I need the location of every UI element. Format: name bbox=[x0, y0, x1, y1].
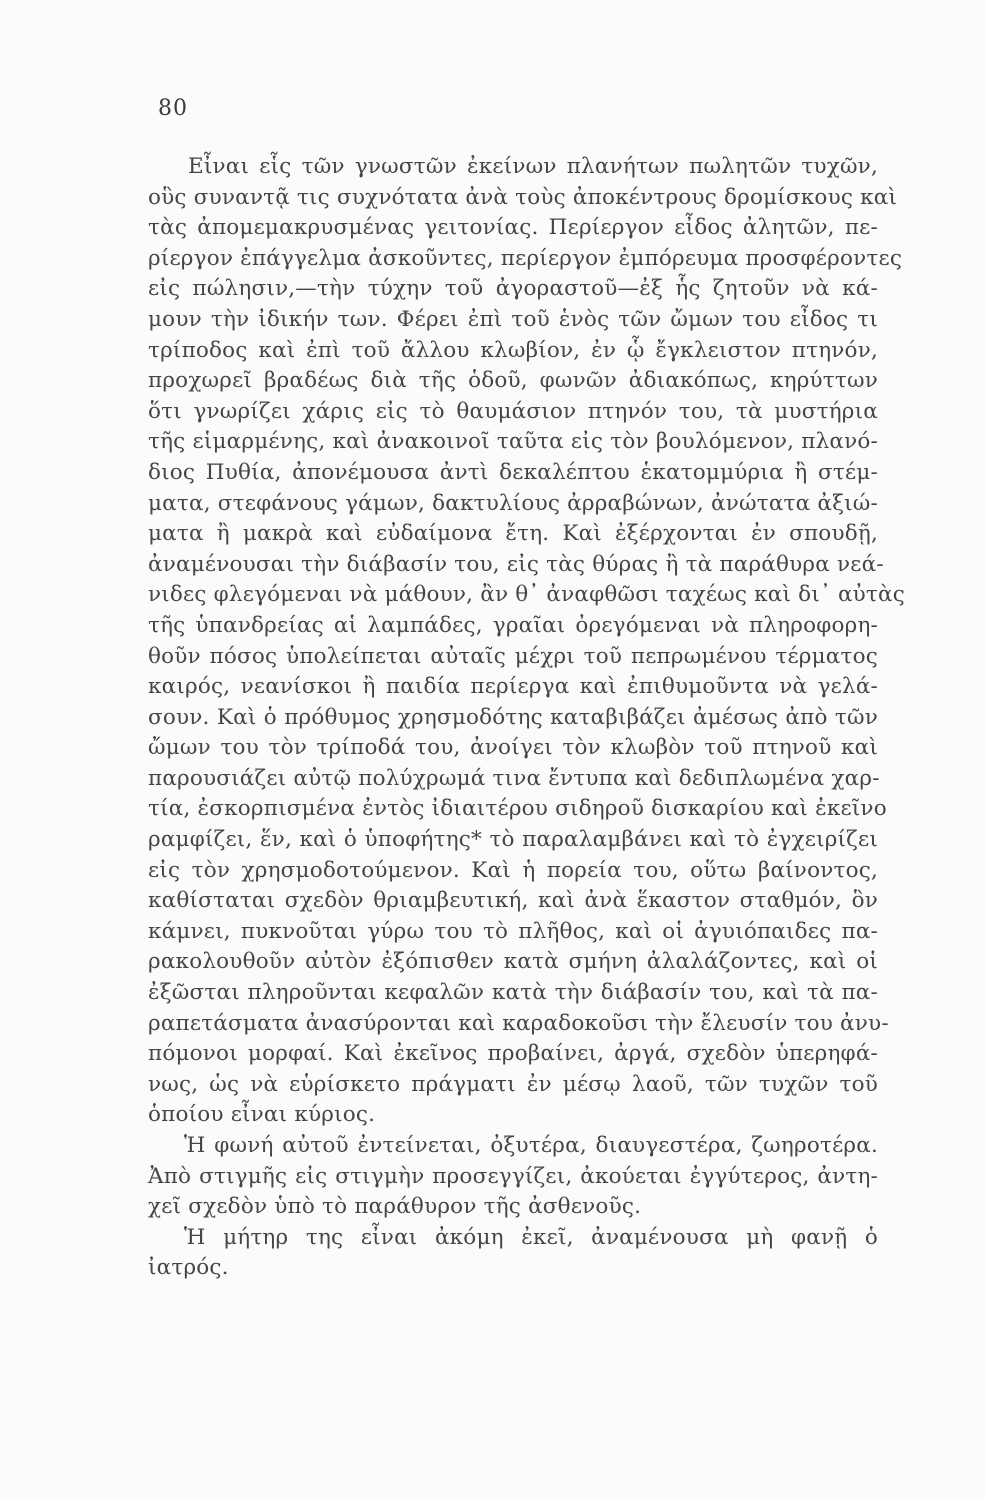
text-line: ματα, στεφάνους γάμων, δακτυλίους ἀρραβώνων, ἀνώτατα ἀξιώ- bbox=[148, 490, 878, 516]
text-line: χεῖ σχεδὸν ὑπὸ τὸ παράθυρον τῆς ἀσθενοῦς. bbox=[148, 1194, 642, 1220]
text-line: ρακολουθοῦν αὐτὸν ἐξόπισθεν κατὰ σμήνη ἀλαλάζοντες, καὶ οἱ bbox=[148, 949, 878, 975]
text-line: ὅτι γνωρίζει χάρις εἰς τὸ θαυμάσιον πτηνόν του, τὰ μυστήρια bbox=[148, 398, 878, 424]
text-line: ἐξῶσται πληροῦνται κεφαλῶν κατὰ τὴν διάβασίν του, καὶ τὰ πα- bbox=[148, 980, 878, 1006]
text-line: οὓς συναντᾷ τις συχνότατα ἀνὰ τοὺς ἀποκέντρους δρομίσκους καὶ bbox=[148, 184, 898, 210]
body-text bbox=[148, 152, 905, 1284]
text-line: εἰς τὸν χρησμοδοτούμενον. Καὶ ἡ πορεία του, οὕτω βαίνοντος, bbox=[148, 857, 878, 883]
text-line: νως, ὡς νὰ εὑρίσκετο πράγματι ἐν μέσῳ λαοῦ, τῶν τυχῶν τοῦ bbox=[148, 1071, 878, 1097]
text-line: θοῦν πόσος ὑπολείπεται αὐταῖς μέχρι τοῦ πεπρωμένου τέρματος bbox=[148, 643, 878, 669]
paragraph bbox=[148, 1131, 878, 1223]
text-line: ματα ἢ μακρὰ καὶ εὐδαίμονα ἔτη. Καὶ ἐξέρχονται ἐν σπουδῇ, bbox=[148, 521, 878, 547]
text-line: ραπετάσματα ἀνασύρονται καὶ καραδοκοῦσι τὴν ἔλευσίν του ἀνυ- bbox=[148, 1010, 889, 1036]
text-line: προχωρεῖ βραδέως διὰ τῆς ὁδοῦ, φωνῶν ἀδιακόπως, κηρύττων bbox=[148, 368, 878, 394]
text-line: νιδες φλεγόμεναι νὰ μάθουν, ἂν θ᾽ ἀναφθῶσι ταχέως καὶ δι᾽ αὐτὰς bbox=[148, 582, 905, 608]
text-line: Ἀπὸ στιγμῆς εἰς στιγμὴν προσεγγίζει, ἀκούεται ἐγγύτερος, ἀντη- bbox=[148, 1163, 878, 1189]
text-line: τῆς εἱμαρμένης, καὶ ἀνακοινοῖ ταῦτα εἰς τὸν βουλόμενον, πλανό- bbox=[148, 429, 878, 455]
paragraph bbox=[148, 1223, 878, 1284]
text-line: ἀναμένουσαι τὴν διάβασίν του, εἰς τὰς θύρας ἢ τὰ παράθυρα νεά- bbox=[148, 551, 884, 577]
text-line: διος Πυθία, ἀπονέμουσα ἀντὶ δεκαλέπτου ἑκατομμύρια ἢ στέμ- bbox=[148, 459, 878, 485]
page-number: 80 bbox=[158, 96, 188, 121]
text-line: κάμνει, πυκνοῦται γύρω του τὸ πλῆθος, καὶ οἱ ἀγυιόπαιδες πα- bbox=[148, 918, 878, 944]
text-line: ρίεργον ἐπάγγελμα ἀσκοῦντες, περίεργον ἐμπόρευμα προσφέροντες bbox=[148, 245, 903, 271]
text-line: τῆς ὑπανδρείας αἱ λαμπάδες, γραῖαι ὀρεγόμεναι νὰ πληροφορη- bbox=[148, 612, 878, 638]
text-line: ἰατρός. bbox=[148, 1255, 229, 1281]
text-line: πόμονοι μορφαί. Καὶ ἐκεῖνος προβαίνει, ἀργά, σχεδὸν ὑπερηφά- bbox=[148, 1041, 878, 1067]
text-line: Εἶναι εἷς τῶν γνωστῶν ἐκείνων πλανήτων πωλητῶν τυχῶν, bbox=[188, 154, 878, 179]
text-line: καθίσταται σχεδὸν θριαμβευτική, καὶ ἀνὰ ἕκαστον σταθμόν, ὃν bbox=[148, 888, 878, 914]
paragraph bbox=[148, 152, 905, 1131]
text-line: ὁποίου εἶναι κύριος. bbox=[148, 1102, 376, 1128]
text-line: τρίποδος καὶ ἐπὶ τοῦ ἄλλου κλωβίον, ἐν ᾧ ἔγκλειστον πτηνόν, bbox=[148, 337, 878, 363]
text-line: τὰς ἀπομεμακρυσμένας γειτονίας. Περίεργον εἶδος ἀλητῶν, πε- bbox=[148, 215, 878, 241]
text-line: καιρός, νεανίσκοι ἢ παιδία περίεργα καὶ ἐπιθυμοῦντα νὰ γελά- bbox=[148, 674, 878, 700]
text-line: ὤμων του τὸν τρίποδά του, ἀνοίγει τὸν κλωβὸν τοῦ πτηνοῦ καὶ bbox=[148, 735, 878, 761]
text-line: σουν. Καὶ ὁ πρόθυμος χρησμοδότης καταβιβάζει ἀμέσως ἀπὸ τῶν bbox=[148, 704, 878, 730]
text-line: εἰς πώλησιν,—τὴν τύχην τοῦ ἀγοραστοῦ—ἐξ ἧς ζητοῦν νὰ κά- bbox=[148, 276, 878, 302]
text-line: μουν τὴν ἰδικήν των. Φέρει ἐπὶ τοῦ ἑνὸς τῶν ὤμων του εἶδος τι bbox=[148, 306, 878, 332]
text-line: Ἡ φωνή αὐτοῦ ἐντείνεται, ὀξυτέρα, διαυγεστέρα, ζωηροτέρα. bbox=[184, 1133, 878, 1158]
text-line: ραμφίζει, ἕν, καὶ ὁ ὑποφήτης* τὸ παραλαμβάνει καὶ τὸ ἐγχειρίζει bbox=[148, 827, 878, 853]
text-line: τία, ἐσκορπισμένα ἐντὸς ἰδιαιτέρου σιδηροῦ δισκαρίου καὶ ἐκεῖνο bbox=[148, 796, 887, 822]
text-line: παρουσιάζει αὐτῷ πολύχρωμά τινα ἔντυπα καὶ δεδιπλωμένα χαρ- bbox=[148, 765, 880, 791]
text-line: Ἡ μήτηρ της εἶναι ἀκόμη ἐκεῖ, ἀναμένουσα μὴ φανῇ ὁ bbox=[184, 1224, 878, 1250]
